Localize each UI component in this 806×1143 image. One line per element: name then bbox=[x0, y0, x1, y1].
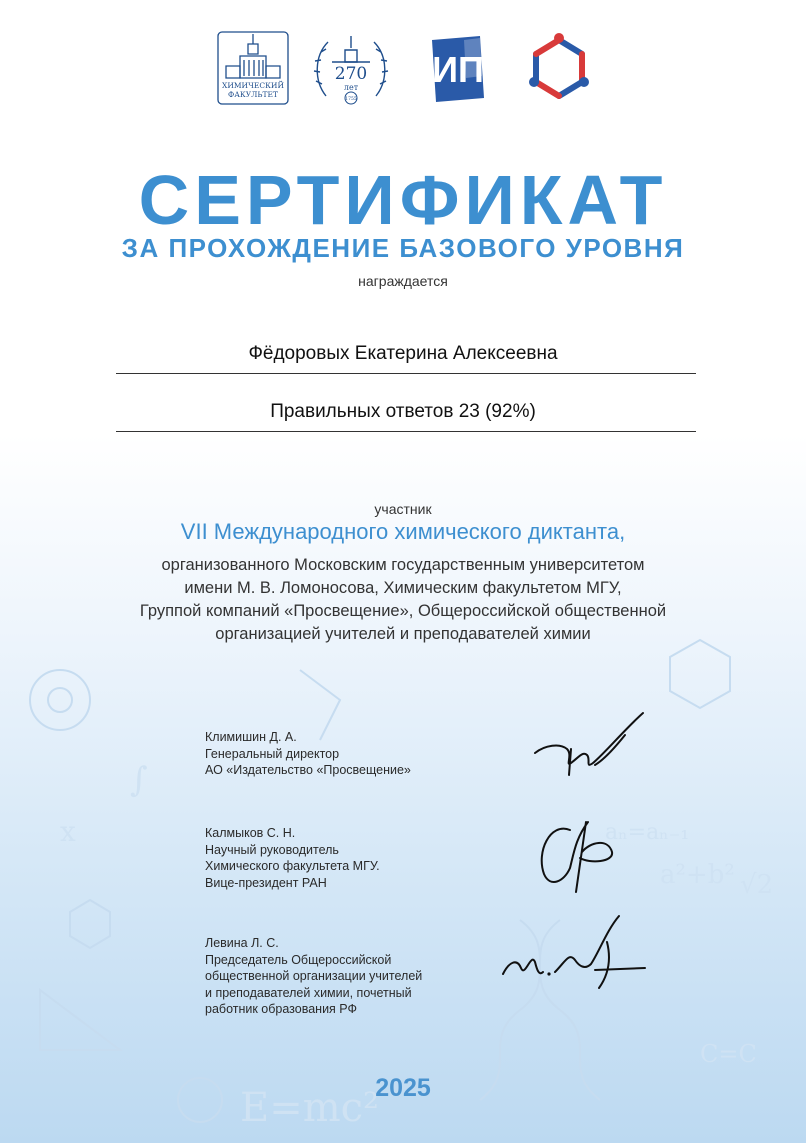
signatory-position: общественной организации учителей bbox=[205, 969, 423, 983]
decor-formula-cc: C=C bbox=[700, 1040, 757, 1068]
organizer-line: имени М. В. Ломоносова, Химическим факультетом МГУ, bbox=[184, 579, 622, 597]
chem-faculty-logo bbox=[214, 26, 292, 110]
signature-levina bbox=[495, 912, 655, 992]
decor-formula-x: x bbox=[60, 815, 76, 848]
signatory-position: АО «Издательство «Просвещение» bbox=[205, 763, 411, 777]
decor-formula-ab: a²+b² bbox=[660, 860, 735, 890]
certificate-title: СЕРТИФИКАТ bbox=[138, 161, 668, 239]
chem-faculty-logo-line2: ФАКУЛЬТЕТ bbox=[228, 90, 278, 99]
decor-formula-an: aₙ=aₙ₋₁ bbox=[605, 820, 690, 845]
participant-label: участник bbox=[374, 501, 432, 517]
certificate-subtitle: ЗА ПРОХОЖДЕНИЕ БАЗОВОГО УРОВНЯ bbox=[121, 233, 685, 263]
organizer-line: организацией учителей и преподавателей химии bbox=[215, 625, 591, 643]
prosveshchenie-logo bbox=[424, 26, 502, 110]
certificate-year: 2025 bbox=[375, 1074, 431, 1102]
event-name: VII Международного химического диктанта, bbox=[180, 519, 626, 544]
organizer-line: Группой компаний «Просвещение», Общероссийской общественной bbox=[139, 602, 667, 620]
awarded-label: награждается bbox=[358, 273, 448, 289]
signatory-position: работник образования РФ bbox=[205, 1002, 357, 1016]
signatory-position: Научный руководитель bbox=[205, 842, 339, 857]
msu-270-year: 1755 bbox=[345, 97, 357, 102]
signature-kalmykov bbox=[530, 812, 620, 897]
signatory-kalmykov bbox=[205, 825, 380, 891]
correct-answers: Правильных ответов 23 (92%) bbox=[270, 401, 536, 422]
msu-270-word: лет bbox=[343, 83, 359, 92]
decor-formula-integral: ∫ bbox=[130, 760, 148, 800]
signatory-name: Климишин Д. А. bbox=[205, 730, 297, 744]
decor-formula-sqrt: √2 bbox=[740, 870, 774, 900]
signatory-position: Генеральный директор bbox=[205, 746, 340, 761]
signatory-position: Вице-президент РАН bbox=[205, 875, 327, 890]
prosveshchenie-logo-letters: ИП bbox=[432, 49, 484, 90]
signature-klimishin bbox=[525, 705, 655, 785]
signatory-levina bbox=[205, 935, 422, 1018]
recipient-name: Фёдоровых Екатерина Алексеевна bbox=[248, 343, 558, 364]
signatory-name: Левина Л. С. bbox=[205, 936, 279, 950]
signatory-position: Химического факультета МГУ. bbox=[205, 859, 380, 873]
teachers-organization-logo bbox=[520, 26, 598, 110]
msu-270-number: 270 bbox=[334, 64, 368, 84]
signatory-klimishin bbox=[205, 729, 411, 779]
decor-formula-emc2: E=mc² bbox=[240, 1085, 380, 1131]
result-underline bbox=[116, 431, 696, 432]
signatory-position: Председатель Общероссийской bbox=[205, 952, 392, 967]
name-underline bbox=[116, 373, 696, 374]
msu-270-logo bbox=[312, 26, 390, 110]
organizer-line: организованного Московским государственным университетом bbox=[161, 556, 645, 574]
signatory-position: и преподавателей химии, почетный bbox=[205, 985, 412, 1000]
chem-faculty-logo-line1: ХИМИЧЕСКИЙ bbox=[222, 81, 284, 90]
signatory-name: Калмыков С. Н. bbox=[205, 826, 296, 840]
